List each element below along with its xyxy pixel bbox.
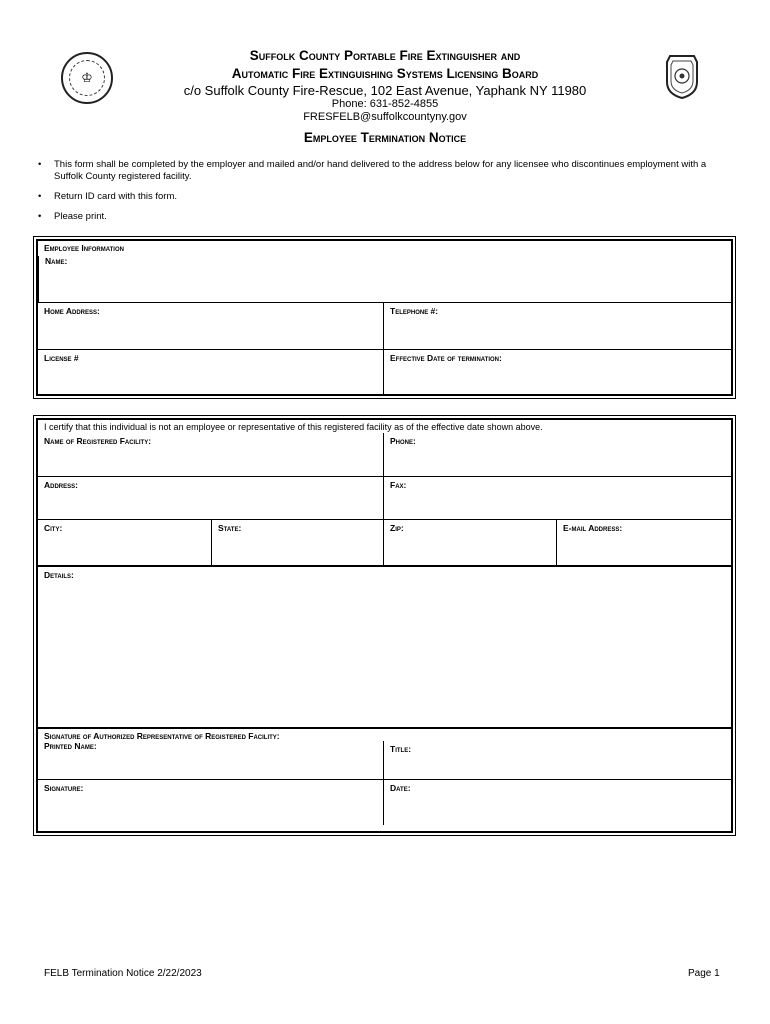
instruction-item: • This form shall be completed by the employer and mailed and/or hand delivered to the address below for any licensee who discontinues employment with a Suffolk County registered facility.	[38, 159, 707, 182]
license-number-field[interactable]: License #	[44, 353, 79, 363]
instruction-item: • Please print.	[38, 211, 107, 222]
instruction-item: • Return ID card with this form.	[38, 191, 178, 202]
employee-section-heading: Employee Information	[44, 243, 124, 253]
employee-information-section	[36, 239, 733, 396]
facility-zip-field[interactable]: Zip:	[383, 520, 556, 565]
signature-field[interactable]: Signature:	[44, 783, 84, 793]
facility-address-field[interactable]: Address:	[44, 480, 78, 490]
printed-name-field[interactable]: Printed Name:	[44, 741, 97, 751]
board-email: FRESFELB@suffolkcountyny.gov	[303, 111, 467, 123]
board-address: c/o Suffolk County Fire-Rescue, 102 East Avenue, Yaphank NY 11980	[183, 83, 587, 98]
county-seal-icon: ♔	[61, 52, 113, 104]
facility-city-field[interactable]: City:	[44, 523, 63, 533]
instructions-list	[38, 159, 730, 231]
details-field[interactable]: Details:	[44, 570, 74, 580]
effective-date-field[interactable]: Effective Date of termination:	[383, 350, 731, 394]
telephone-field[interactable]: Telephone #:	[383, 303, 731, 349]
name-field[interactable]: Name:	[38, 256, 731, 302]
facility-email-field[interactable]: E-mail Address:	[556, 520, 731, 565]
page-number: Page 1	[688, 968, 720, 979]
signature-section-heading: Signature of Authorized Representative of Registered Facility:	[38, 727, 731, 741]
facility-certification-section	[36, 418, 733, 833]
home-address-field[interactable]: Home Address:	[44, 306, 100, 316]
facility-name-field[interactable]: Name of Registered Facility:	[44, 436, 152, 446]
facility-fax-field[interactable]: Fax:	[383, 477, 731, 519]
board-phone: Phone: 631-852-4855	[331, 98, 439, 110]
date-field[interactable]: Date:	[383, 780, 731, 825]
facility-phone-field[interactable]: Phone:	[383, 433, 731, 476]
form-version-footer: FELB Termination Notice 2/22/2023	[44, 968, 202, 979]
title-field[interactable]: Title:	[383, 741, 731, 779]
board-title-line2: Automatic Fire Extinguishing Systems Licensing Board	[231, 66, 539, 81]
certification-statement: I certify that this individual is not an employee or representative of this registered facility as of the effective date shown above.	[44, 422, 543, 432]
form-title: Employee Termination Notice	[303, 130, 467, 145]
board-title-line1: Suffolk County Portable Fire Extinguisher and	[249, 48, 521, 63]
facility-state-field[interactable]: State:	[211, 520, 383, 565]
